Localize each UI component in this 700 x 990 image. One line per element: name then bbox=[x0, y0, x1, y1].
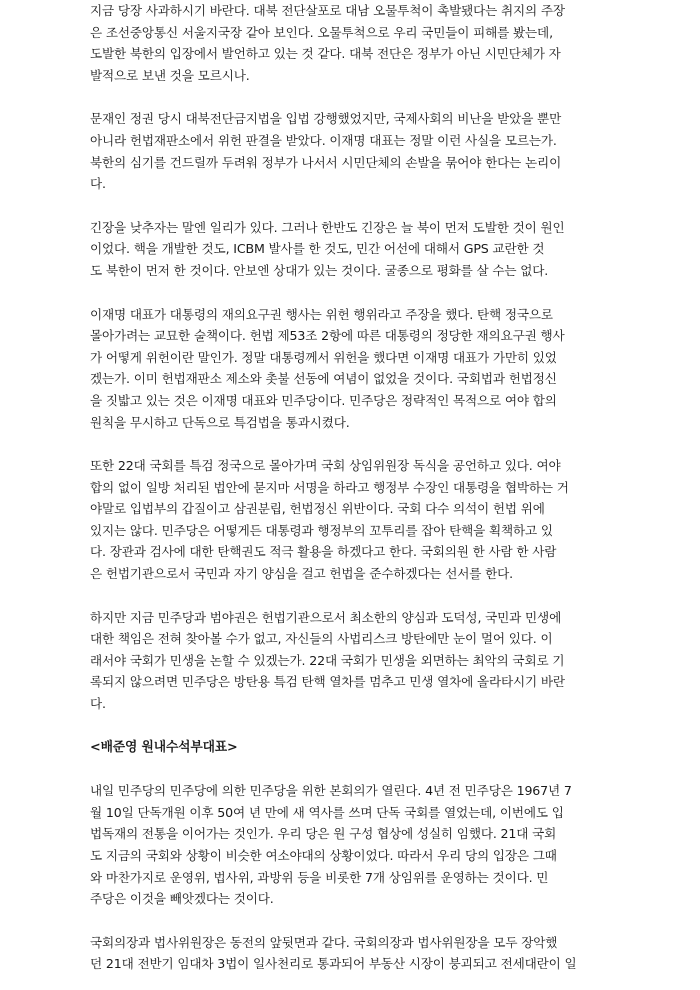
text-line: 지금 당장 사과하시기 바란다. 대북 전단살포로 대남 오물투척이 촉발됐다는 취지의 주장 bbox=[90, 3, 565, 18]
text-line: 북한의 심기를 건드릴까 두려워 정부가 나서서 시민단체의 손발을 묶어야 한다는 논리이 bbox=[90, 154, 562, 170]
text-line: 도 북한이 먼저 한 것이다. 안보엔 상대가 있는 것이다. 굴종으로 평화를 살 수는 없다. bbox=[90, 262, 549, 278]
text-line: 다. bbox=[90, 696, 106, 712]
paragraph-1 bbox=[90, 0, 610, 86]
text-line: 록되지 않으려면 민주당은 방탄용 특검 탄핵 열차를 멈추고 민생 열차에 올라타시기 바란 bbox=[90, 674, 565, 690]
text-line: 아니라 헌법재판소에서 위헌 판결을 받았다. 이재명 대표는 정말 이런 사실을 모르는가. bbox=[90, 132, 557, 148]
text-line: 합의 없이 일방 처리된 법안에 묻지마 서명을 하라고 행정부 수장인 대통령을 협박하는 거 bbox=[90, 479, 569, 495]
text-line: 대한 책임은 전혀 찾아볼 수가 없고, 자신들의 사법리스크 방탄에만 눈이 멀어 있다. 이 bbox=[90, 631, 553, 647]
document-body bbox=[90, 0, 610, 990]
text-line: 월 10일 단독개원 이후 50여 년 만에 새 역사를 쓰며 단독 국회를 열었는데, 이번에도 입 bbox=[90, 804, 564, 820]
text-line: 이었다. 핵을 개발한 것도, ICBM 발사를 한 것도, 민간 어선에 대해서 GPS 교란한 것 bbox=[90, 241, 545, 257]
paragraph-4 bbox=[90, 304, 610, 434]
text-line: 주당은 이것을 빼앗겠다는 것이다. bbox=[90, 891, 274, 907]
text-line: 을 짓밟고 있는 것은 이재명 대표와 민주당이다. 민주당은 정략적인 목적으로 여야 합의 bbox=[90, 392, 557, 408]
text-line: 도 지금의 국회와 상황이 비슷한 여소야대의 상황이었다. 따라서 우리 당의 입장은 그때 bbox=[90, 848, 557, 863]
text-line: 있지는 않다. 민주당은 어떻게든 대통령과 행정부의 꼬투리를 잡아 탄핵을 획책하고 있 bbox=[90, 522, 553, 538]
text-line: 이재명 대표가 대통령의 재의요구권 행사는 위헌 행위라고 주장을 했다. 탄핵 정국으로 bbox=[90, 306, 553, 322]
text-line: 래서야 국회가 민생을 논할 수 있겠는가. 22대 국회가 민생을 외면하는 최악의 국회로 기 bbox=[90, 652, 565, 668]
text-line: 겠는가. 이미 헌법재판소 제소와 촛불 선동에 여념이 없었을 것이다. 국회법과 헌법정신 bbox=[90, 371, 557, 387]
text-line: 발적으로 보낸 것을 모르시나. bbox=[90, 67, 250, 83]
paragraph-6 bbox=[90, 607, 610, 715]
paragraph-5 bbox=[90, 455, 610, 585]
text-line: 다. 장관과 검사에 대한 탄핵권도 적극 활용을 하겠다고 한다. 국회의원 한 사람 한 사람 bbox=[90, 544, 557, 560]
text-line: 하지만 지금 민주당과 범야권은 헌법기관으로서 최소한의 양심과 도덕성, 국민과 민생에 bbox=[90, 609, 562, 625]
text-line: 야말로 입법부의 갑질이고 삼권분립, 헌법정신 위반이다. 국회 다수 의석이 헌법 위에 bbox=[90, 501, 545, 517]
paragraph-3 bbox=[90, 217, 610, 282]
text-line: 다. bbox=[90, 176, 106, 192]
text-line: 와 마찬가지로 운영위, 법사위, 과방위 등을 비롯한 7개 상임위를 운영하는 것이다. 민 bbox=[90, 869, 549, 885]
paragraph-7 bbox=[90, 780, 610, 910]
text-line: 국회의장과 법사위원장은 동전의 앞뒷면과 같다. 국회의장과 법사위원장을 모두 장악했 bbox=[90, 934, 558, 950]
text-line: 문재인 정권 당시 대북전단금지법을 입법 강행했었지만, 국제사회의 비난을 받았을 뿐만 bbox=[90, 111, 562, 127]
section-heading: <배준영 원내수석부대표> bbox=[90, 739, 238, 755]
text-line: 원칙을 무시하고 단독으로 특검법을 통과시켰다. bbox=[90, 414, 350, 430]
text-line: 긴장을 낮추자는 말엔 일리가 있다. 그러나 한반도 긴장은 늘 북이 먼저 도발한 것이 원인 bbox=[90, 219, 565, 235]
text-line: 가 어떻게 위헌이란 말인가. 정말 대통령께서 위헌을 했다면 이재명 대표가 가만히 있었 bbox=[90, 349, 557, 365]
text-line: 도발한 북한의 입장에서 발언하고 있는 것 같다. 대북 전단은 정부가 아닌 시민단체가 자 bbox=[90, 46, 561, 62]
text-line: 내일 민주당의 민주당에 의한 민주당을 위한 본회의가 열린다. 4년 전 민주당은 1967년 7 bbox=[90, 783, 572, 799]
text-line: 은 헌법기관으로서 국민과 자기 양심을 걸고 헌법을 준수하겠다는 선서를 한다. bbox=[90, 566, 514, 582]
paragraph-2 bbox=[90, 108, 610, 194]
text-line: 던 21대 전반기 임대차 3법이 일사천리로 통과되어 부동산 시장이 붕괴되고 전세대란이 일 bbox=[90, 956, 577, 972]
paragraph-8 bbox=[90, 932, 610, 975]
text-line: 몰아가려는 교묘한 술책이다. 헌법 제53조 2항에 따른 대통령의 정당한 재의요구권 행사 bbox=[90, 328, 565, 344]
text-line: 또한 22대 국회를 특검 정국으로 몰아가며 국회 상임위원장 독식을 공언하고 있다. 여야 bbox=[90, 458, 561, 474]
text-line: 은 조선중앙통신 서울지국장 같아 보인다. 오물투척으로 우리 국민들이 피해를 봤는데, bbox=[90, 24, 553, 40]
text-line: 법독재의 전통을 이어가는 것인가. 우리 당은 원 구성 협상에 성실히 임했다. 21대 국회 bbox=[90, 826, 557, 842]
